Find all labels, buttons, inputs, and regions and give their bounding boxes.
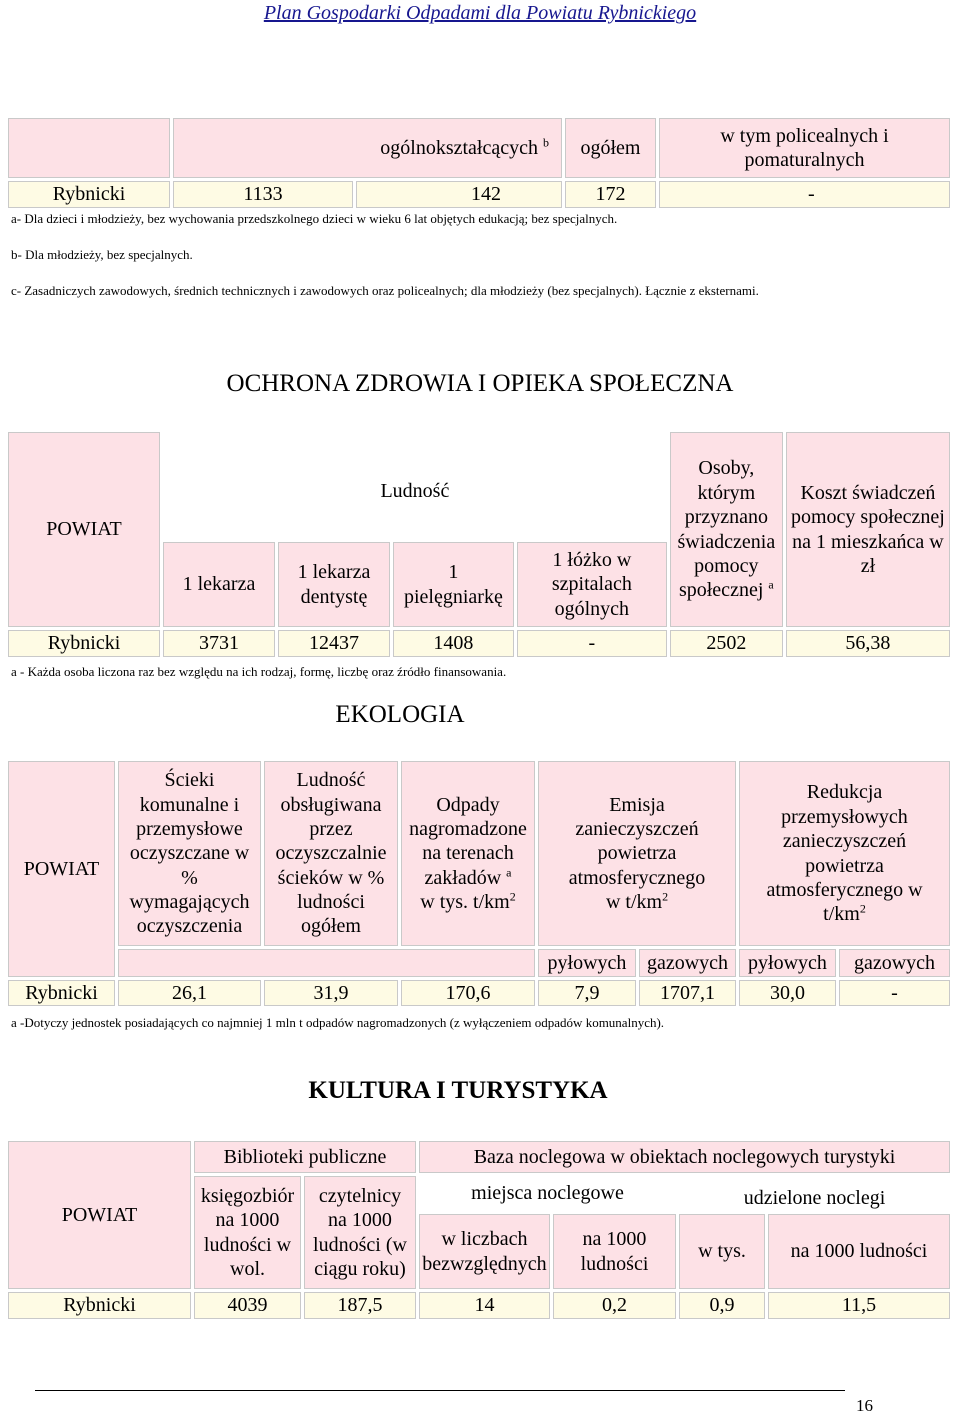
header-cost: Koszt świadczeń pomocy społecznej na 1 mieszkańca w zł [786, 432, 950, 627]
header-libraries: Biblioteki publiczne [194, 1141, 416, 1173]
header-absolute: w liczbach bezwzględnych [419, 1214, 550, 1289]
header-powiat: POWIAT [8, 761, 115, 977]
header-thousands: w tys. [679, 1214, 765, 1289]
culture-table [5, 1138, 953, 1322]
cell-value: 0,2 [553, 1292, 676, 1319]
header-dust-reduction: pyłowych [739, 949, 836, 977]
header-emission: Emisja zanieczyszczeń powietrza atmosferycznego w $t/km^2$ [538, 761, 736, 946]
cell-value: 170,6 [401, 980, 535, 1006]
cell-value: - [839, 980, 950, 1006]
row-label: Rybnicki [8, 181, 170, 208]
row-label: Rybnicki [8, 980, 115, 1006]
header-per-bed: 1 łóżko w szpitalach ogólnych [517, 542, 667, 627]
header-sewage: Ścieki komunalne i przemysłowe oczyszczane w % wymagających oczyszczenia [118, 761, 261, 946]
footnote-a: a- Dla dzieci i młodzieży, bez wychowania przedszkolnego dzieci w wieku 6 lat objętych edukacją; bez specjalnych. [11, 211, 618, 226]
section-title-ecology: EKOLOGIA [335, 701, 465, 728]
header-general: ogólnokształcących $^b$ [173, 118, 562, 178]
header-post-secondary: w tym policealnych i pomaturalnych [659, 118, 950, 178]
cell-value: 26,1 [118, 980, 261, 1006]
header-powiat: POWIAT [8, 1141, 191, 1289]
header-powiat: POWIAT [8, 432, 160, 627]
footer-rule [35, 1390, 845, 1391]
header-readers: czytelnicy na 1000 ludności (w ciągu roku) [304, 1176, 416, 1289]
cell-value: 1408 [393, 630, 514, 657]
header-empty-1 [8, 118, 170, 178]
cell-value: 56,38 [786, 630, 950, 657]
header-per-1000: na 1000 ludności [553, 1214, 676, 1289]
header-dust-emission: pyłowych [538, 949, 636, 977]
row-label: Rybnicki [8, 1292, 191, 1319]
header-nights: udzielone noclegi [743, 1186, 886, 1209]
ecology-table [5, 758, 953, 1009]
page-number: 16 [856, 1396, 873, 1415]
cell-value: 142 [356, 181, 562, 208]
cell-value: 4039 [194, 1292, 301, 1319]
header-total: ogółem [565, 118, 656, 178]
header-per-dentist: 1 lekarza dentystę [278, 542, 390, 627]
cell-value: 14 [419, 1292, 550, 1319]
cell-value: - [659, 181, 950, 208]
header-waste: Odpady nagromadzone na terenach zakładów $^a$ w tys. $t/km^2$ [401, 761, 535, 946]
cell-value: 0,9 [679, 1292, 765, 1319]
header-per-1000-b: na 1000 ludności [768, 1214, 950, 1289]
header-beds: miejsca noclegowe [471, 1182, 624, 1205]
cell-value: 12437 [278, 630, 390, 657]
cell-value: 1707,1 [639, 980, 736, 1006]
header-book-collection: księgozbiór na 1000 ludności w wol. [194, 1176, 301, 1289]
education-table [5, 115, 953, 211]
footnote-health: a - Każda osoba liczona raz bez względu na ich rodzaj, formę, liczbę oraz źródło finansowania. [11, 664, 507, 679]
cell-value: 187,5 [304, 1292, 416, 1319]
header-empty-sub [118, 949, 535, 977]
header-served: Ludność obsługiwana przez oczyszczalnie ścieków w % ludności ogółem [264, 761, 398, 946]
footnote-c: c- Zasadniczych zawodowych, średnich technicznych i zawodowych oraz policealnych; dla młodzieży (bez specjalnych). Łącznie z eksternami. [11, 283, 759, 298]
footnote-b: b- Dla młodzieży, bez specjalnych. [11, 247, 193, 262]
cell-value: 2502 [670, 630, 783, 657]
header-per-doctor: 1 lekarza [163, 542, 275, 627]
page-header: Plan Gospodarki Odpadami dla Powiatu Rybnickiego [263, 2, 697, 24]
row-label: Rybnicki [8, 630, 160, 657]
cell-value: 30,0 [739, 980, 836, 1006]
header-gas-reduction: gazowych [839, 949, 950, 977]
header-reduction: Redukcja przemysłowych zanieczyszczeń powietrza atmosferycznego w $t/km^2$ [739, 761, 950, 946]
cell-value: 31,9 [264, 980, 398, 1006]
cell-value: 7,9 [538, 980, 636, 1006]
header-persons: Osoby, którym przyznano świadczenia pomocy społecznej $^a$ [670, 432, 783, 627]
header-population: Ludność [380, 480, 450, 502]
cell-value: 1133 [173, 181, 353, 208]
cell-value: 172 [565, 181, 656, 208]
cell-value: 3731 [163, 630, 275, 657]
header-accommodation: Baza noclegowa w obiektach noclegowych turystyki [419, 1141, 950, 1173]
section-title-health: OCHRONA ZDROWIA I OPIEKA SPOŁECZNA [226, 370, 734, 397]
section-title-culture: KULTURA I TURYSTYKA [308, 1077, 608, 1104]
footnote-ecology: a -Dotyczy jednostek posiadających co najmniej 1 mln t odpadów nagromadzonych (z wyłączeniem odpadów komunalnych). [11, 1015, 665, 1030]
header-gas-emission: gazowych [639, 949, 736, 977]
cell-value: - [517, 630, 667, 657]
header-per-nurse: 1 pielęgniarkę [393, 542, 514, 627]
health-table [5, 429, 953, 660]
cell-value: 11,5 [768, 1292, 950, 1319]
